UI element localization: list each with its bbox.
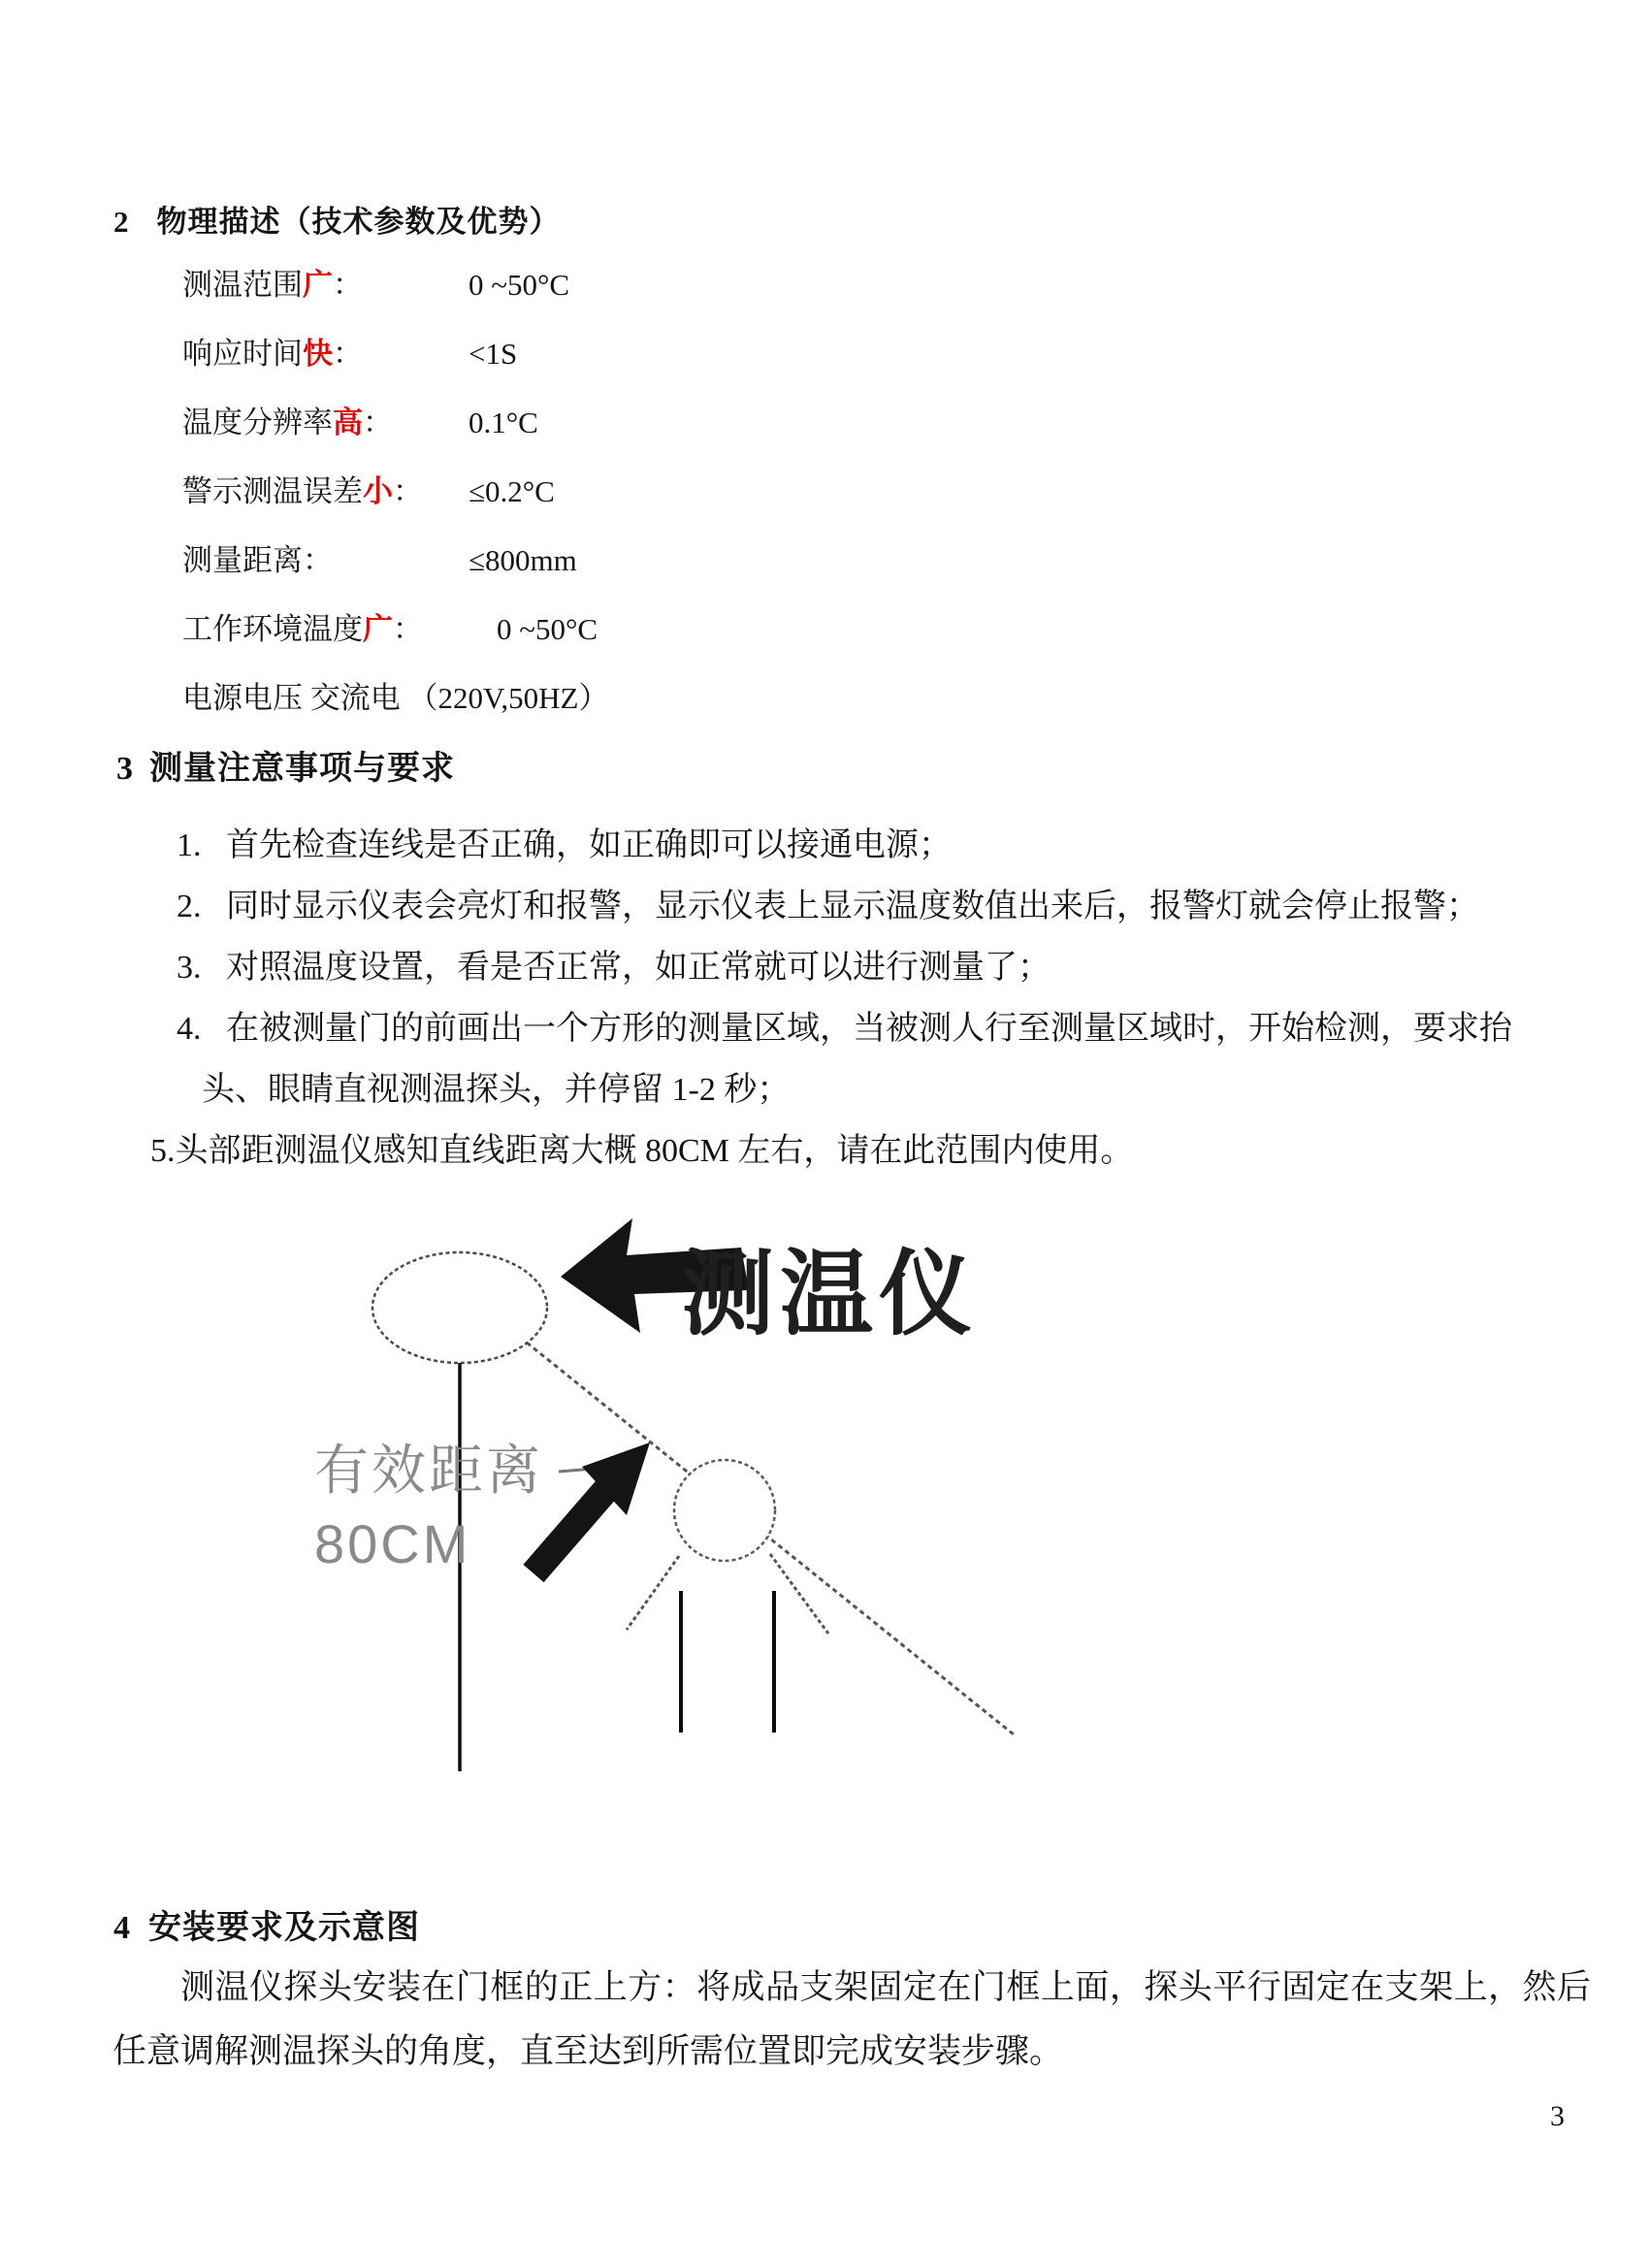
spec-label-highlight: 广	[303, 268, 333, 302]
spec-label: 电源电压 交流电 （220V,50HZ）	[182, 681, 609, 715]
sight-line	[527, 1343, 1014, 1734]
arrow-up-right-icon	[534, 1486, 609, 1573]
person-right-arm-line	[770, 1554, 828, 1634]
section2-title: 物理描述（技术参数及优势）	[156, 205, 561, 239]
person-left-arm-line	[627, 1556, 679, 1630]
effective-distance-value: 80CM	[314, 1513, 471, 1574]
list-item-text: 头、眼睛直视测温探头，并停留 1-2 秒；	[202, 1072, 791, 1108]
spec-label-highlight: 小	[363, 474, 393, 508]
section3-title: 测量注意事项与要求	[149, 751, 455, 787]
effective-distance-label	[314, 1434, 543, 1581]
effective-distance-text: 有效距离	[314, 1440, 543, 1501]
section4-paragraph: 测温仪探头安装在门框的正上方：将成品支架固定在门框上面，探头平行固定在支架上，然后任意调解测温探头的角度，直至达到所需位置即完成安装步骤。	[113, 1968, 1591, 2070]
list-item-number: 1.	[177, 827, 202, 863]
spec-colon: ：	[303, 543, 333, 577]
spec-label: 温度分辨率	[182, 405, 333, 439]
list-item-text: 对照温度设置，看是否正常，如正常就可以进行测量了；	[226, 950, 1051, 986]
list-item-text: 5.头部距测温仪感知直线距离大概 80CM 左右，请在此范围内使用。	[150, 1133, 1134, 1169]
spec-label: 测温范围	[182, 268, 303, 302]
list-item-text: 首先检查连线是否正确，如正确即可以接通电源；	[226, 827, 952, 863]
spec-label-highlight: 高	[333, 405, 363, 439]
spec-colon: ：	[393, 474, 423, 508]
spec-colon: ：	[393, 612, 423, 646]
section3-number: 3	[116, 751, 134, 787]
spec-colon: ：	[363, 405, 393, 439]
spec-value: 0.1°C	[469, 405, 538, 439]
spec-label-highlight: 广	[363, 612, 393, 646]
device-label: 测温仪	[681, 1243, 978, 1346]
spec-colon: ：	[333, 337, 363, 371]
list-item-text: 在被测量门的前画出一个方形的测量区域，当被测人行至测量区域时，开始检测，要求抬	[226, 1011, 1512, 1047]
list-item-text: 同时显示仪表会亮灯和报警，显示仪表上显示温度数值出来后，报警灯就会停止报警；	[226, 889, 1479, 924]
section4-number: 4	[113, 1910, 131, 1946]
list-item-number: 4.	[177, 1011, 202, 1047]
spec-label-highlight: 快	[303, 337, 333, 371]
section4-title: 安装要求及示意图	[148, 1910, 420, 1946]
spec-label: 测量距离	[182, 543, 303, 577]
thermometer-ellipse	[372, 1252, 547, 1363]
spec-value: ≤800mm	[469, 543, 577, 577]
list-item-number: 3.	[177, 950, 202, 986]
spec-colon: ：	[333, 268, 363, 302]
section2-number: 2	[113, 205, 130, 239]
spec-label: 工作环境温度	[182, 612, 363, 646]
spec-label: 警示测温误差	[182, 474, 363, 508]
person-head-circle	[674, 1460, 775, 1561]
spec-value: 0 ~50°C	[497, 612, 598, 646]
spec-value: 0 ~50°C	[469, 268, 570, 302]
spec-value: ≤0.2°C	[469, 474, 555, 508]
page-number: 3	[1550, 2100, 1565, 2132]
list-item-number: 2.	[177, 889, 202, 924]
spec-value: <1S	[469, 337, 518, 371]
spec-label: 响应时间	[182, 337, 303, 371]
section4-heading	[113, 1900, 420, 1948]
